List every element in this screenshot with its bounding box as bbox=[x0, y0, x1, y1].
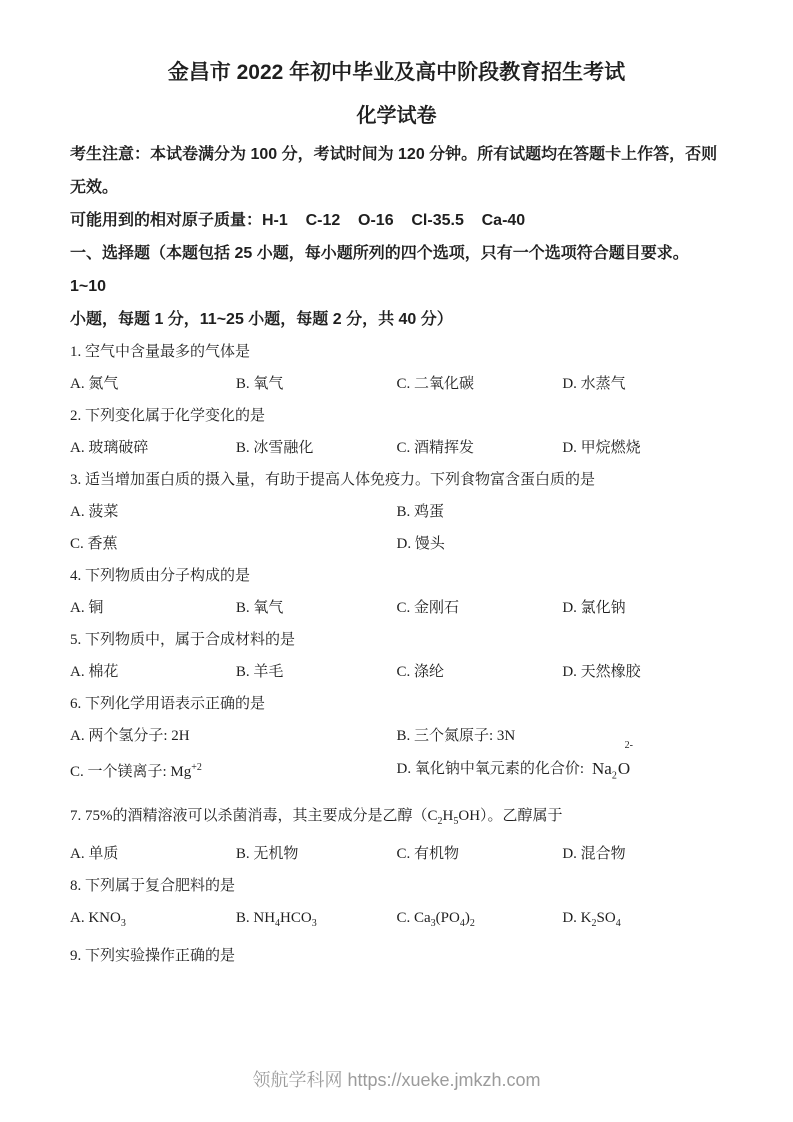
question-4-option-a: A. 铜 bbox=[70, 600, 104, 616]
question-6 bbox=[70, 688, 723, 791]
sodium-oxide-valence-formula bbox=[592, 740, 633, 782]
question-2 bbox=[70, 400, 723, 464]
question-7-option-d: D. 混合物 bbox=[562, 846, 626, 863]
question-3-option-a: A. 菠菜 bbox=[70, 504, 119, 520]
question-2-options bbox=[70, 432, 723, 464]
question-4-option-c: C. 金刚石 bbox=[396, 600, 459, 616]
question-1-options bbox=[70, 368, 723, 400]
question-7-option-a: A. 单质 bbox=[70, 846, 119, 863]
atomic-mass-line: 可能用到的相对原子质量：H-1 C-12 O-16 Cl-35.5 Ca-40 bbox=[70, 212, 526, 229]
question-5-option-c: C. 涤纶 bbox=[396, 664, 444, 680]
question-1-option-c: C. 二氧化碳 bbox=[396, 376, 474, 392]
question-6-option-d bbox=[396, 740, 724, 791]
question-5-option-a: A. 棉花 bbox=[70, 664, 119, 680]
question-2-option-a: A. 玻璃破碎 bbox=[70, 440, 149, 456]
question-5 bbox=[70, 624, 723, 688]
formula-element: O bbox=[617, 759, 631, 778]
formula-base: Na bbox=[592, 759, 612, 778]
question-4-option-b: B. 氧气 bbox=[235, 600, 284, 616]
question-6-option-d-label: D. 氧化钠中氧元素的化合价: bbox=[396, 761, 585, 777]
question-7 bbox=[70, 800, 723, 870]
question-6-option-b: B. 三个氮原子: 3N bbox=[396, 728, 516, 744]
question-5-option-d: D. 天然橡胶 bbox=[562, 664, 641, 680]
question-1 bbox=[70, 336, 723, 400]
candidate-notice-line-2: 无效。 bbox=[70, 179, 119, 196]
question-2-option-b: B. 冰雪融化 bbox=[235, 440, 314, 456]
question-3-options-row-2 bbox=[70, 528, 723, 560]
question-3-option-c: C. 香蕉 bbox=[70, 536, 118, 552]
question-8-option-c: C. $Ca_3(PO_4)_2$ bbox=[396, 910, 475, 930]
question-3-option-d: D. 馒头 bbox=[396, 536, 445, 552]
question-1-option-b: B. 氧气 bbox=[235, 376, 284, 392]
watermark: 领航学科网 https://xueke.jmkzh.com bbox=[252, 1070, 541, 1090]
question-2-option-c: C. 酒精挥发 bbox=[396, 440, 474, 456]
question-4-option-d: D. 氯化钠 bbox=[562, 600, 626, 616]
question-6-stem: 6. 下列化学用语表示正确的是 bbox=[70, 696, 266, 712]
question-2-option-d: D. 甲烷燃烧 bbox=[562, 440, 641, 456]
question-6-options-row-2 bbox=[70, 740, 723, 791]
question-4-stem: 4. 下列物质由分子构成的是 bbox=[70, 568, 251, 584]
exam-title: 金昌市 2022 年初中毕业及高中阶段教育招生考试 bbox=[167, 61, 626, 84]
question-9 bbox=[70, 940, 723, 972]
candidate-notice-line-1: 考生注意：本试卷满分为 100 分，考试时间为 120 分钟。所有试题均在答题卡上作答，否则 bbox=[70, 146, 718, 163]
question-5-stem: 5. 下列物质中，属于合成材料的是 bbox=[70, 632, 296, 648]
question-2-stem: 2. 下列变化属于化学变化的是 bbox=[70, 408, 266, 424]
question-8-option-d: D. $K_2SO_4$ bbox=[562, 910, 621, 930]
question-8-option-a: A. $KNO_3$ bbox=[70, 910, 126, 930]
question-7-option-c: C. 有机物 bbox=[396, 846, 459, 863]
question-9-stem: 9. 下列实验操作正确的是 bbox=[70, 948, 236, 965]
question-1-option-d: D. 水蒸气 bbox=[562, 376, 626, 392]
question-4 bbox=[70, 560, 723, 624]
formula-valence-mark: 2- bbox=[624, 740, 633, 751]
formula-element-wrap bbox=[617, 740, 633, 785]
question-5-option-b: B. 羊毛 bbox=[235, 664, 284, 680]
section-heading-line-2: 小题，每题 1 分，11~25 小题，每题 2 分，共 40 分） bbox=[70, 311, 453, 328]
question-8-option-b: B. $NH_4HCO_3$ bbox=[235, 910, 317, 930]
question-3-option-b: B. 鸡蛋 bbox=[396, 504, 445, 520]
question-1-option-a: A. 氮气 bbox=[70, 376, 119, 392]
question-8-options bbox=[70, 902, 723, 940]
question-8 bbox=[70, 870, 723, 940]
question-6-option-c: C. 一个镁离子: $Mg^{+2}$ bbox=[70, 762, 202, 780]
exam-content bbox=[70, 58, 723, 972]
question-7-option-b: B. 无机物 bbox=[235, 846, 299, 863]
question-4-options bbox=[70, 592, 723, 624]
question-3 bbox=[70, 464, 723, 560]
question-7-stem: 7. 75%的酒精溶液可以杀菌消毒，其主要成分是乙醇$(C_2H_5OH)$。乙醇属于 bbox=[70, 808, 563, 828]
exam-subtitle: 化学试卷 bbox=[356, 105, 437, 127]
question-7-options bbox=[70, 838, 723, 870]
question-8-stem: 8. 下列属于复合肥料的是 bbox=[70, 878, 236, 895]
question-3-stem: 3. 适当增加蛋白质的摄入量，有助于提高人体免疫力。下列食物富含蛋白质的是 bbox=[70, 472, 596, 488]
question-5-options bbox=[70, 656, 723, 688]
question-6-option-a: A. 两个氢分子: 2H bbox=[70, 728, 190, 744]
question-3-options-row-1 bbox=[70, 496, 723, 528]
section-heading-line-1: 一、选择题（本题包括 25 小题，每小题所列的四个选项，只有一个选项符合题目要求。1~10 bbox=[70, 245, 689, 295]
question-1-stem: 1. 空气中含量最多的气体是 bbox=[70, 344, 251, 360]
formula-subscript: 2 bbox=[611, 770, 617, 782]
